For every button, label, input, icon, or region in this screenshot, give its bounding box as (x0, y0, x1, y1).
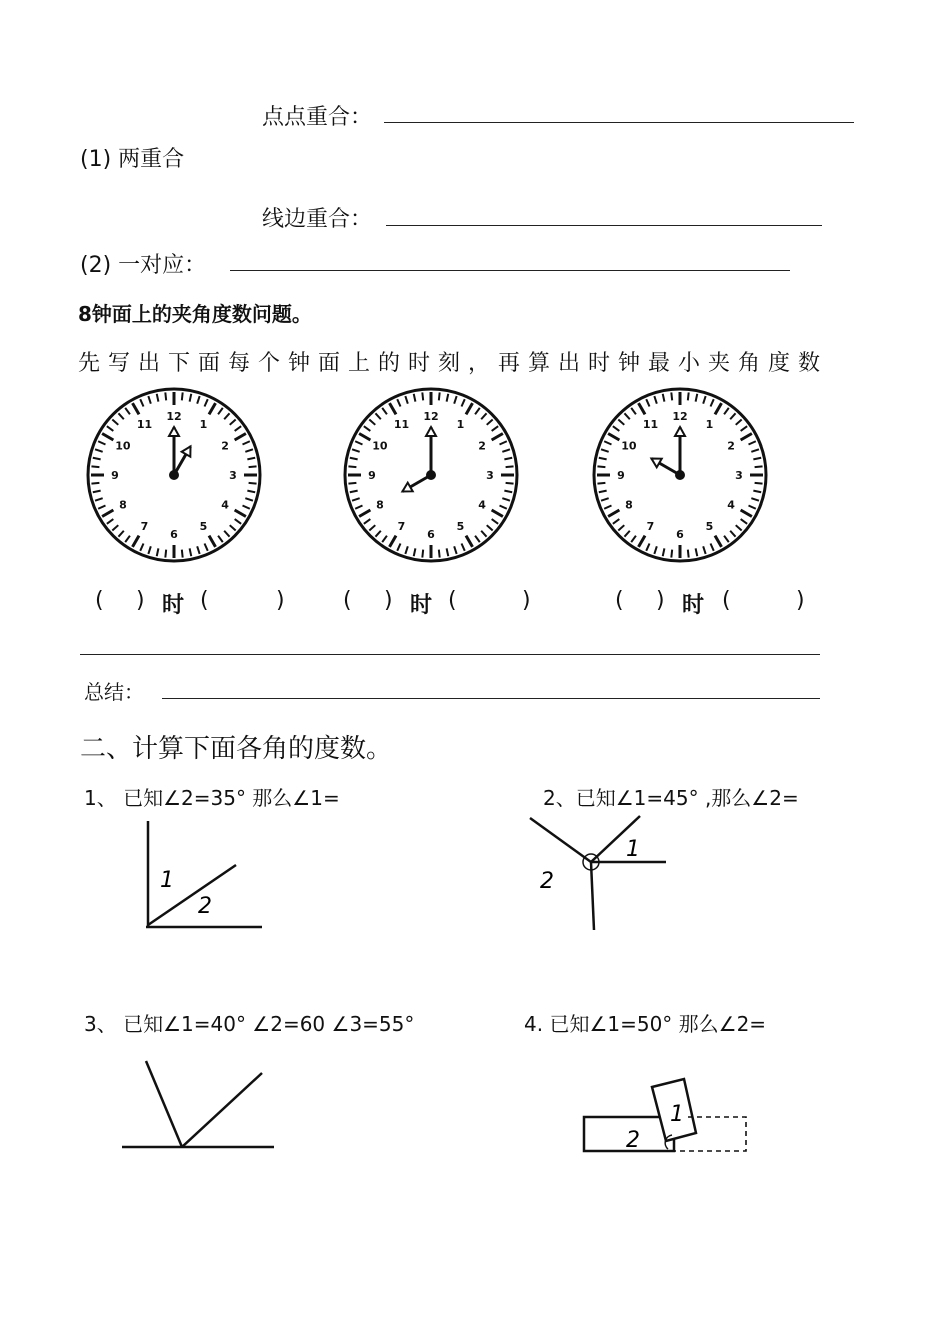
figure-4-label-1: 1 (670, 1102, 684, 1127)
answer-open-paren: ( (95, 588, 104, 613)
answer-open-paren: ( (615, 588, 624, 613)
clock-minute-tick (422, 392, 423, 400)
clock-number: 6 (427, 528, 435, 541)
clock-number: 9 (111, 469, 119, 482)
section2-title: 二、计算下面各角的度数。 (80, 734, 393, 764)
clock-number: 9 (368, 469, 376, 482)
clock-number: 3 (486, 469, 494, 482)
answer-open-paren: ( (343, 588, 352, 613)
clock-number: 7 (646, 520, 655, 534)
item1-label: (1) 两重合 (80, 147, 185, 172)
clock-minute-tick (755, 466, 763, 467)
figure-3-right-ray (182, 1073, 262, 1147)
answer-close-paren: ) (276, 588, 285, 613)
clock-number: 1 (456, 417, 465, 431)
clock-minute-tick (249, 483, 257, 484)
answer-open-paren: ( (448, 588, 457, 613)
clock-number: 5 (456, 520, 465, 534)
answer-hour-unit: 时 (682, 593, 705, 618)
answer-open-paren: ( (722, 588, 731, 613)
lines-coincide-label: 线边重合： (262, 207, 373, 232)
clock-minute-tick (506, 483, 514, 484)
answer-open-paren: ( (200, 588, 209, 613)
problem-2-text: 2、已知∠1=45° ,那么∠2= (543, 786, 799, 810)
answer-hour-unit: 时 (410, 593, 433, 618)
clock-minute-tick (671, 392, 672, 400)
clock-minute-tick (439, 550, 440, 558)
section8-heading: 8钟面上的夹角度数问题。 (78, 302, 312, 326)
clock-number: 8 (119, 498, 127, 512)
clock-number: 7 (140, 520, 149, 534)
clock-face-3 (590, 385, 770, 565)
clock-number: 10 (115, 439, 131, 453)
figure-2-angle-diagram (528, 812, 678, 937)
problem-4-text: 4. 已知∠1=50° 那么∠2= (524, 1012, 767, 1036)
clock-number: 3 (735, 469, 743, 482)
figure-1-label-2: 2 (198, 894, 212, 919)
item2-label: (2) 一对应： (80, 253, 207, 278)
clock-minute-tick (422, 550, 423, 558)
clock-minute-tick (597, 466, 605, 467)
clock-face-1 (84, 385, 264, 565)
clock-minute-tick (249, 466, 257, 467)
problem-1-text: 1、 已知∠2=35° 那么∠1= (84, 786, 340, 810)
lines-coincide-answer-line[interactable] (386, 225, 822, 226)
answer-close-paren: ) (656, 588, 665, 613)
clock-number: 12 (166, 410, 182, 423)
clock-minute-tick (755, 483, 763, 484)
answer-close-paren: ) (136, 588, 145, 613)
clock-minute-tick (182, 550, 183, 558)
clock-number: 7 (397, 520, 406, 534)
clock-number: 8 (376, 498, 384, 512)
clock-number: 5 (199, 520, 208, 534)
clock-number: 2 (478, 439, 486, 453)
answer-close-paren: ) (384, 588, 393, 613)
clock-number: 8 (625, 498, 633, 512)
clock-minute-tick (688, 550, 689, 558)
clock-minute-tick (439, 392, 440, 400)
figure-2-label-1: 1 (626, 837, 640, 862)
clock-minute-tick (165, 392, 166, 400)
clock-number: 10 (372, 439, 388, 453)
dots-coincide-label: 点点重合： (262, 105, 373, 130)
clock-number: 11 (136, 417, 153, 431)
figure-3-left-ray (146, 1061, 182, 1147)
clock-number: 6 (170, 528, 178, 541)
dots-coincide-answer-line[interactable] (384, 122, 854, 123)
answer-close-paren: ) (796, 588, 805, 613)
clock-number: 6 (676, 528, 684, 541)
clock-number: 1 (705, 417, 714, 431)
figure-2-label-2: 2 (540, 869, 554, 894)
clock-minute-tick (348, 466, 356, 467)
clock-face-2 (341, 385, 521, 565)
answer-close-paren: ) (522, 588, 531, 613)
clock-center-pin (675, 470, 685, 480)
clock-minute-tick (671, 550, 672, 558)
clock-number: 1 (199, 417, 208, 431)
figure-4-folded-strip-diagram (580, 1075, 755, 1160)
answer-hour-unit: 时 (162, 593, 185, 618)
clock-minute-tick (506, 466, 514, 467)
clock-minute-tick (91, 483, 99, 484)
clock-number: 11 (642, 417, 659, 431)
clock-minute-tick (688, 392, 689, 400)
clock-minute-tick (182, 392, 183, 400)
clock-number: 9 (617, 469, 625, 482)
clock-number: 4 (727, 498, 735, 512)
clock-minute-tick (597, 483, 605, 484)
clock-minute-tick (91, 466, 99, 467)
figure-4-label-2: 2 (626, 1128, 640, 1153)
section8-instruction: 先写出下面每个钟面上的时刻，再算出时钟最小夹角度数 (78, 351, 829, 376)
clock-number: 12 (672, 410, 688, 423)
clock-number: 10 (621, 439, 637, 453)
clock-number: 3 (229, 469, 237, 482)
clock-number: 4 (478, 498, 486, 512)
clock-number: 11 (393, 417, 410, 431)
clock-center-pin (426, 470, 436, 480)
clock-minute-tick (348, 483, 356, 484)
figure-1-label-1: 1 (160, 868, 174, 893)
clock-number: 2 (221, 439, 229, 453)
figure-1-angle-diagram (140, 815, 270, 935)
figure-2-vertical-ray (591, 862, 594, 930)
clock-number: 2 (727, 439, 735, 453)
answer-blank-line[interactable] (80, 654, 820, 655)
item2-answer-line[interactable] (230, 270, 790, 271)
clock-number: 4 (221, 498, 229, 512)
clock-number: 12 (423, 410, 439, 423)
problem-3-text: 3、 已知∠1=40° ∠2=60 ∠3=55° (84, 1012, 415, 1036)
figure-2-upper-left-ray (530, 818, 591, 862)
clock-number: 5 (705, 520, 714, 534)
clock-minute-tick (165, 550, 166, 558)
figure-3-angle-diagram (120, 1055, 280, 1155)
summary-label: 总结： (84, 680, 144, 704)
summary-answer-line[interactable] (162, 698, 820, 699)
clock-center-pin (169, 470, 179, 480)
